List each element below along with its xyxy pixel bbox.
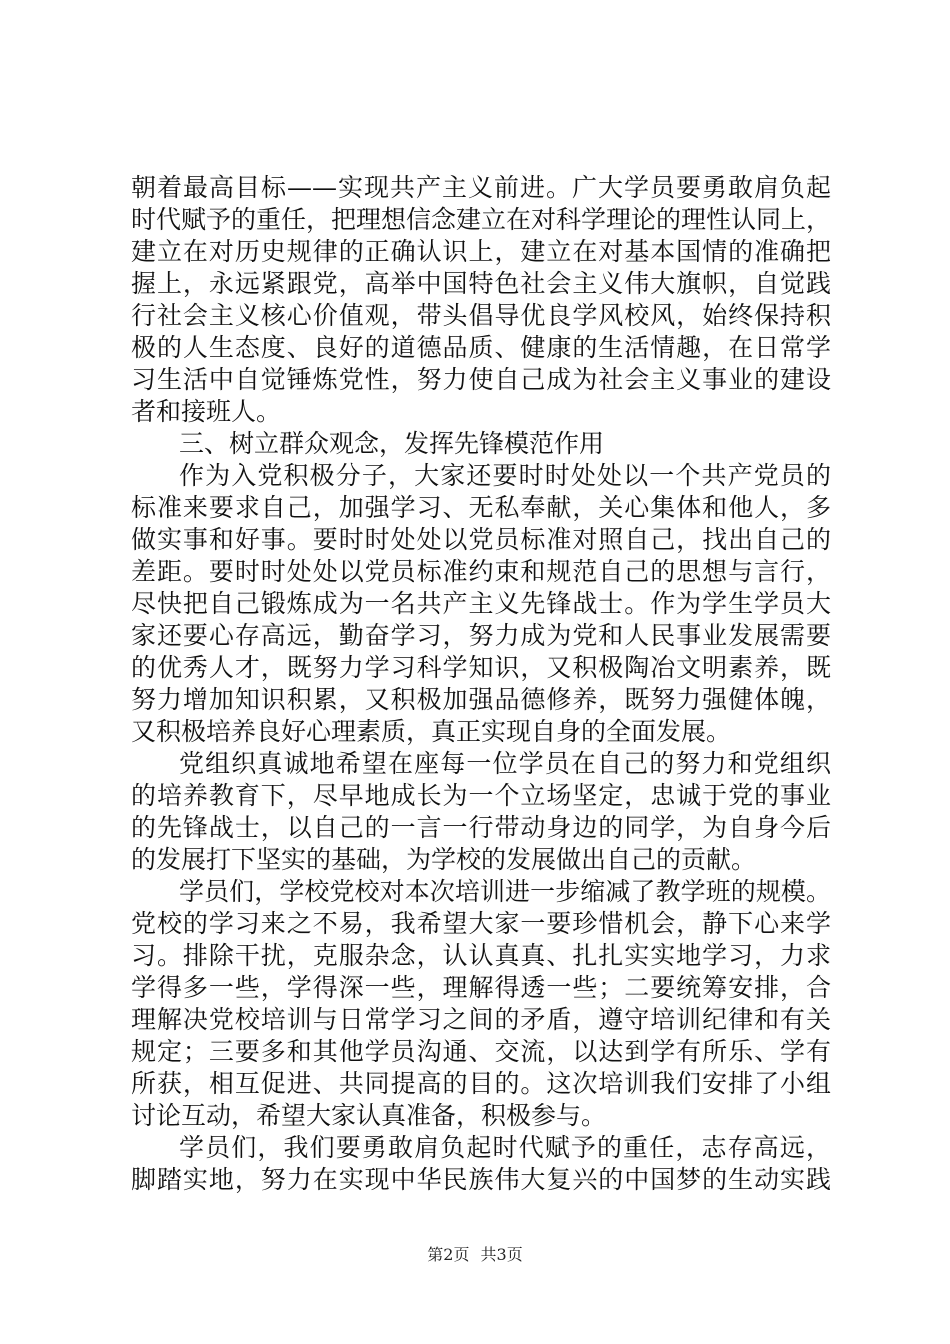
text-line: 朝着最高目标——实现共产主义前进。广大学员要勇敢肩负起 [131, 173, 831, 202]
text-line: 习。排除干扰，克服杂念，认认真真、扎扎实实地学习，力求 [131, 941, 831, 970]
text-line: 者和接班人。 [131, 397, 282, 426]
text-line: 极的人生态度、良好的道德品质、健康的生活情趣，在日常学 [131, 333, 831, 362]
page-total: 共3页 [480, 1245, 523, 1264]
text-line: 党组织真诚地希望在座每一位学员在自己的努力和党组织 [179, 749, 831, 778]
text-line: 的优秀人才，既努力学习科学知识，又积极陶冶文明素养，既 [131, 653, 831, 682]
text-line: 行社会主义核心价值观，带头倡导优良学风校风，始终保持积 [131, 301, 831, 330]
text-line: 努力增加知识积累，又积极加强品德修养，既努力强健体魄， [131, 685, 831, 714]
text-line: 脚踏实地，努力在实现中华民族伟大复兴的中国梦的生动实践 [131, 1165, 831, 1194]
text-line: 又积极培养良好心理素质，真正实现自身的全面发展。 [131, 717, 732, 746]
page-number: 第2页 [427, 1245, 470, 1264]
text-line: 学员们，学校党校对本次培训进一步缩减了教学班的规模。 [179, 877, 831, 906]
text-line: 习生活中自觉锤炼党性，努力使自己成为社会主义事业的建设 [131, 365, 831, 394]
text-line: 学得多一些，学得深一些，理解得透一些；二要统筹安排，合 [131, 973, 831, 1002]
text-line: 尽快把自己锻炼成为一名共产主义先锋战士。作为学生学员大 [131, 589, 831, 618]
text-line: 规定；三要多和其他学员沟通、交流，以达到学有所乐、学有 [131, 1037, 831, 1066]
text-line: 标准来要求自己，加强学习、无私奉献，关心集体和他人，多 [131, 493, 831, 522]
text-line: 所获，相互促进、共同提高的目的。这次培训我们安排了小组 [131, 1069, 831, 1098]
text-line: 党校的学习来之不易，我希望大家一要珍惜机会，静下心来学 [131, 909, 831, 938]
text-line: 学员们，我们要勇敢肩负起时代赋予的重任，志存高远， [179, 1133, 831, 1162]
text-line: 的培养教育下，尽早地成长为一个立场坚定，忠诚于党的事业 [131, 781, 831, 810]
text-line: 理解决党校培训与日常学习之间的矛盾，遵守培训纪律和有关 [131, 1005, 831, 1034]
text-line: 握上，永远紧跟党，高举中国特色社会主义伟大旗帜，自觉践 [131, 269, 831, 298]
text-line: 三、树立群众观念，发挥先锋模范作用 [179, 429, 605, 458]
text-line: 的发展打下坚实的基础，为学校的发展做出自己的贡献。 [131, 845, 757, 874]
text-line: 家还要心存高远，勤奋学习，努力成为党和人民事业发展需要 [131, 621, 831, 650]
text-line: 做实事和好事。要时时处处以党员标准对照自己，找出自己的 [131, 525, 831, 554]
text-line: 的先锋战士，以自己的一言一行带动身边的同学，为自身今后 [131, 813, 831, 842]
text-line: 差距。要时时处处以党员标准约束和规范自己的思想与言行， [131, 557, 831, 586]
text-line: 讨论互动，希望大家认真准备，积极参与。 [131, 1101, 607, 1130]
text-line: 时代赋予的重任，把理想信念建立在对科学理论的理性认同上， [131, 205, 832, 234]
text-line: 建立在对历史规律的正确认识上，建立在对基本国情的准确把 [131, 237, 831, 266]
document-body [131, 172, 831, 1196]
page-footer [0, 1242, 950, 1265]
text-line: 作为入党积极分子，大家还要时时处处以一个共产党员的 [179, 461, 831, 490]
